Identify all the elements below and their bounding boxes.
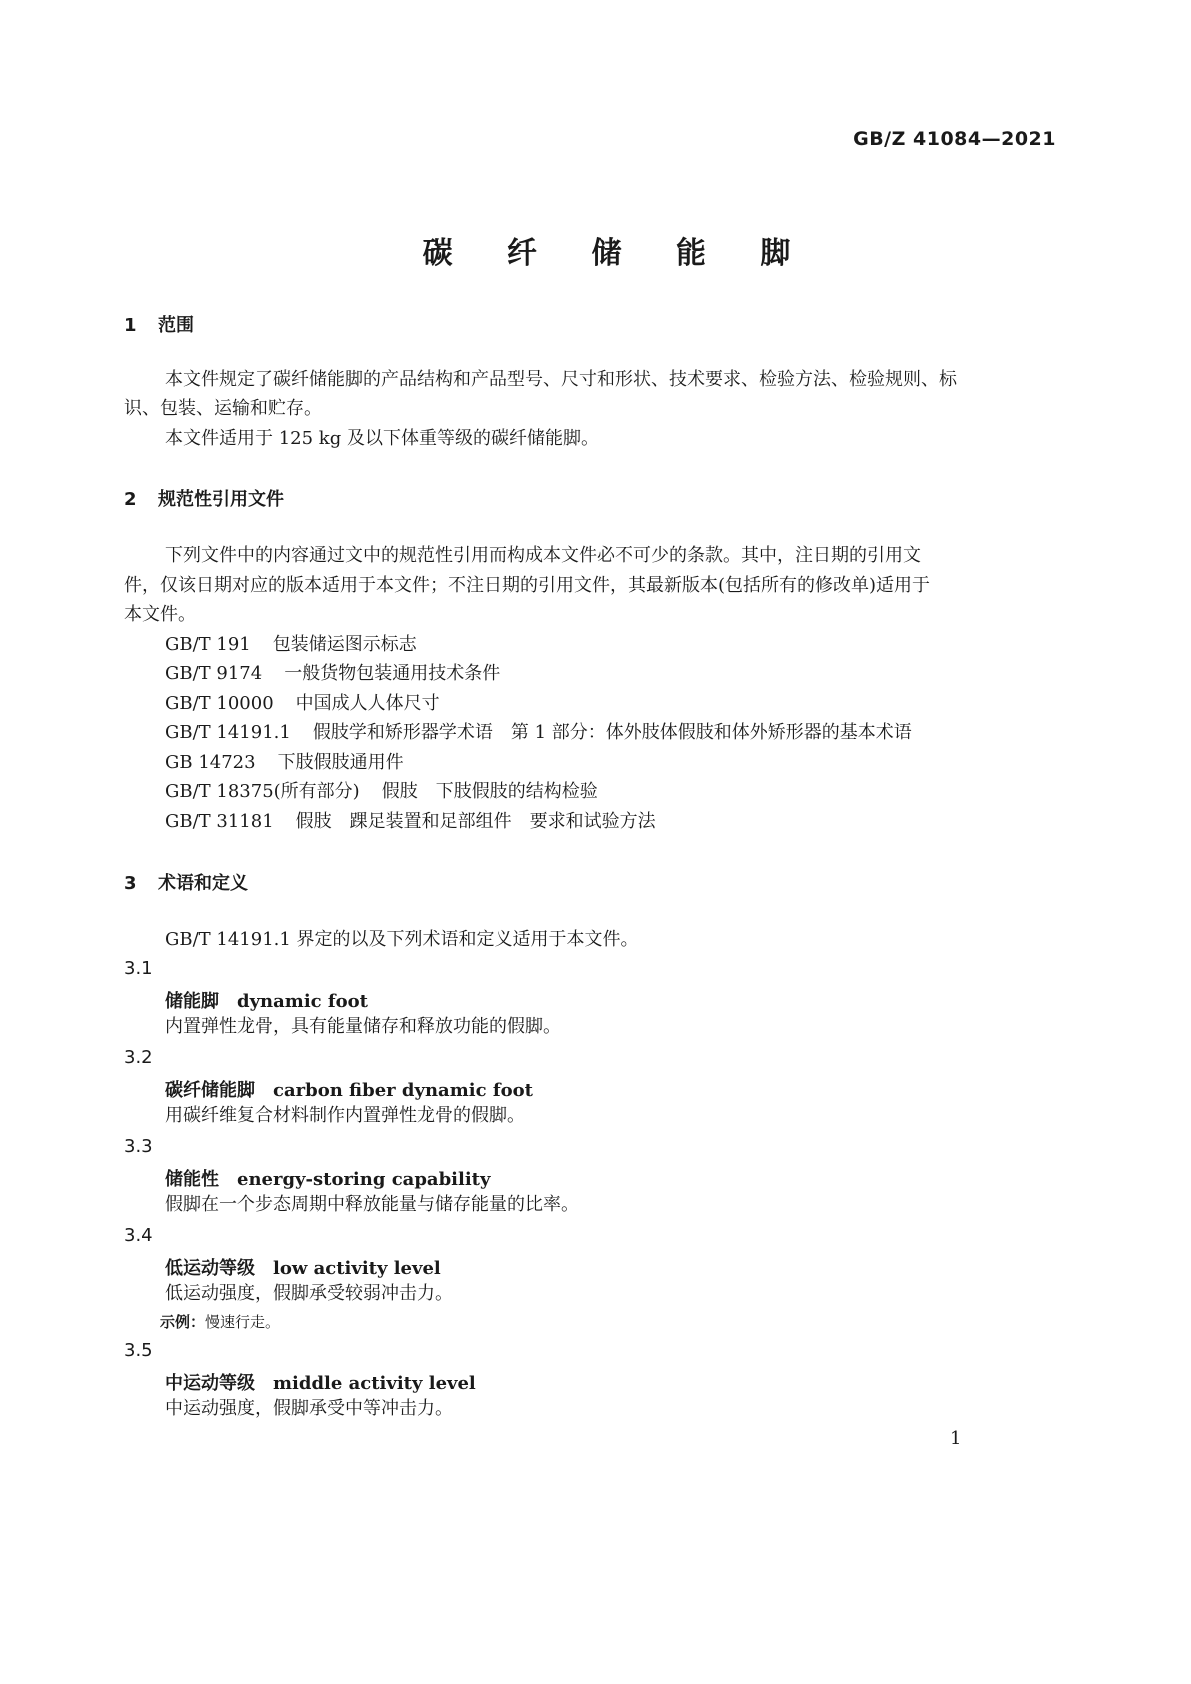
term-entry (165, 1076, 533, 1102)
section-number: 2 (124, 489, 137, 510)
term-number: 3.5 (124, 1340, 153, 1361)
term-number: 3.3 (124, 1136, 153, 1157)
term-definition: 内置弹性龙骨，具有能量储存和释放功能的假脚。 (165, 1016, 561, 1037)
reference-item (165, 747, 404, 779)
reference-code: GB/T 10000 (165, 693, 274, 714)
reference-code: GB/T 14191.1 (165, 722, 291, 743)
term-chinese: 中运动等级 (165, 1373, 255, 1394)
document-title: 碳 纤 储 能 脚 (422, 236, 813, 271)
term-definition: 中运动强度，假脚承受中等冲击力。 (165, 1398, 453, 1419)
paragraph: 本文件。 (124, 604, 196, 625)
reference-title: 下肢假肢通用件 (277, 752, 404, 773)
term-number: 3.2 (124, 1047, 153, 1068)
reference-code: GB/T 18375(所有部分) (165, 781, 360, 802)
paragraph: GB/T 14191.1 界定的以及下列术语和定义适用于本文件。 (165, 929, 639, 950)
term-number: 3.1 (124, 958, 153, 979)
example-text: 慢速行走。 (205, 1313, 281, 1331)
term-english: middle activity level (273, 1373, 476, 1394)
term-chinese: 碳纤储能脚 (165, 1080, 255, 1101)
term-entry (165, 1369, 476, 1395)
reference-item (165, 776, 598, 808)
section-heading-terms-definitions (124, 869, 248, 895)
term-chinese: 储能脚 (165, 991, 219, 1012)
example-label: 示例： (160, 1313, 206, 1331)
paragraph: 本文件规定了碳纤储能脚的产品结构和产品型号、尺寸和形状、技术要求、检验方法、检验规则、标 (165, 369, 957, 390)
section-heading-scope (124, 311, 194, 337)
section-number: 1 (124, 315, 137, 336)
term-chinese: 储能性 (165, 1169, 219, 1190)
term-entry (165, 1254, 441, 1280)
reference-code: GB/T 191 (165, 634, 251, 655)
paragraph: 件，仅该日期对应的版本适用于本文件；不注日期的引用文件，其最新版本(包括所有的修改单)适用于 (124, 575, 931, 596)
reference-item (165, 629, 417, 661)
reference-title: 假肢学和矫形器学术语 第 1 部分：体外肢体假肢和体外矫形器的基本术语 (312, 722, 912, 743)
term-english: energy-storing capability (237, 1169, 491, 1190)
term-english: low activity level (273, 1258, 441, 1279)
reference-item (165, 806, 656, 838)
reference-item (165, 658, 500, 690)
reference-code: GB/T 9174 (165, 663, 263, 684)
term-definition: 用碳纤维复合材料制作内置弹性龙骨的假脚。 (165, 1105, 525, 1126)
paragraph: 本文件适用于 125 kg 及以下体重等级的碳纤储能脚。 (165, 428, 599, 449)
reference-code: GB 14723 (165, 752, 256, 773)
term-english: carbon fiber dynamic foot (273, 1080, 533, 1101)
reference-code: GB/T 31181 (165, 811, 274, 832)
reference-item (165, 688, 440, 720)
term-definition: 假脚在一个步态周期中释放能量与储存能量的比率。 (165, 1194, 579, 1215)
standard-code: GB/Z 41084—2021 (853, 128, 1056, 150)
paragraph: 识、包装、运输和贮存。 (124, 398, 322, 419)
reference-item (165, 717, 912, 749)
term-english: dynamic foot (237, 991, 368, 1012)
section-title: 术语和定义 (158, 873, 248, 894)
section-number: 3 (124, 873, 137, 894)
term-chinese: 低运动等级 (165, 1258, 255, 1279)
reference-title: 一般货物包装通用技术条件 (284, 663, 501, 684)
reference-title: 包装储运图示标志 (272, 634, 417, 655)
paragraph: 下列文件中的内容通过文中的规范性引用而构成本文件必不可少的条款。其中，注日期的引用文 (165, 545, 921, 566)
term-entry (165, 1165, 490, 1191)
term-number: 3.4 (124, 1225, 153, 1246)
term-example (160, 1311, 280, 1332)
reference-title: 中国成人人体尺寸 (295, 693, 440, 714)
term-definition: 低运动强度，假脚承受较弱冲击力。 (165, 1283, 453, 1304)
page-number: 1 (950, 1428, 962, 1449)
reference-title: 假肢 踝足装置和足部组件 要求和试验方法 (295, 811, 656, 832)
section-title: 范围 (158, 315, 194, 336)
reference-title: 假肢 下肢假肢的结构检验 (381, 781, 598, 802)
section-heading-normative-references (124, 485, 284, 511)
term-entry (165, 987, 368, 1013)
section-title: 规范性引用文件 (158, 489, 284, 510)
